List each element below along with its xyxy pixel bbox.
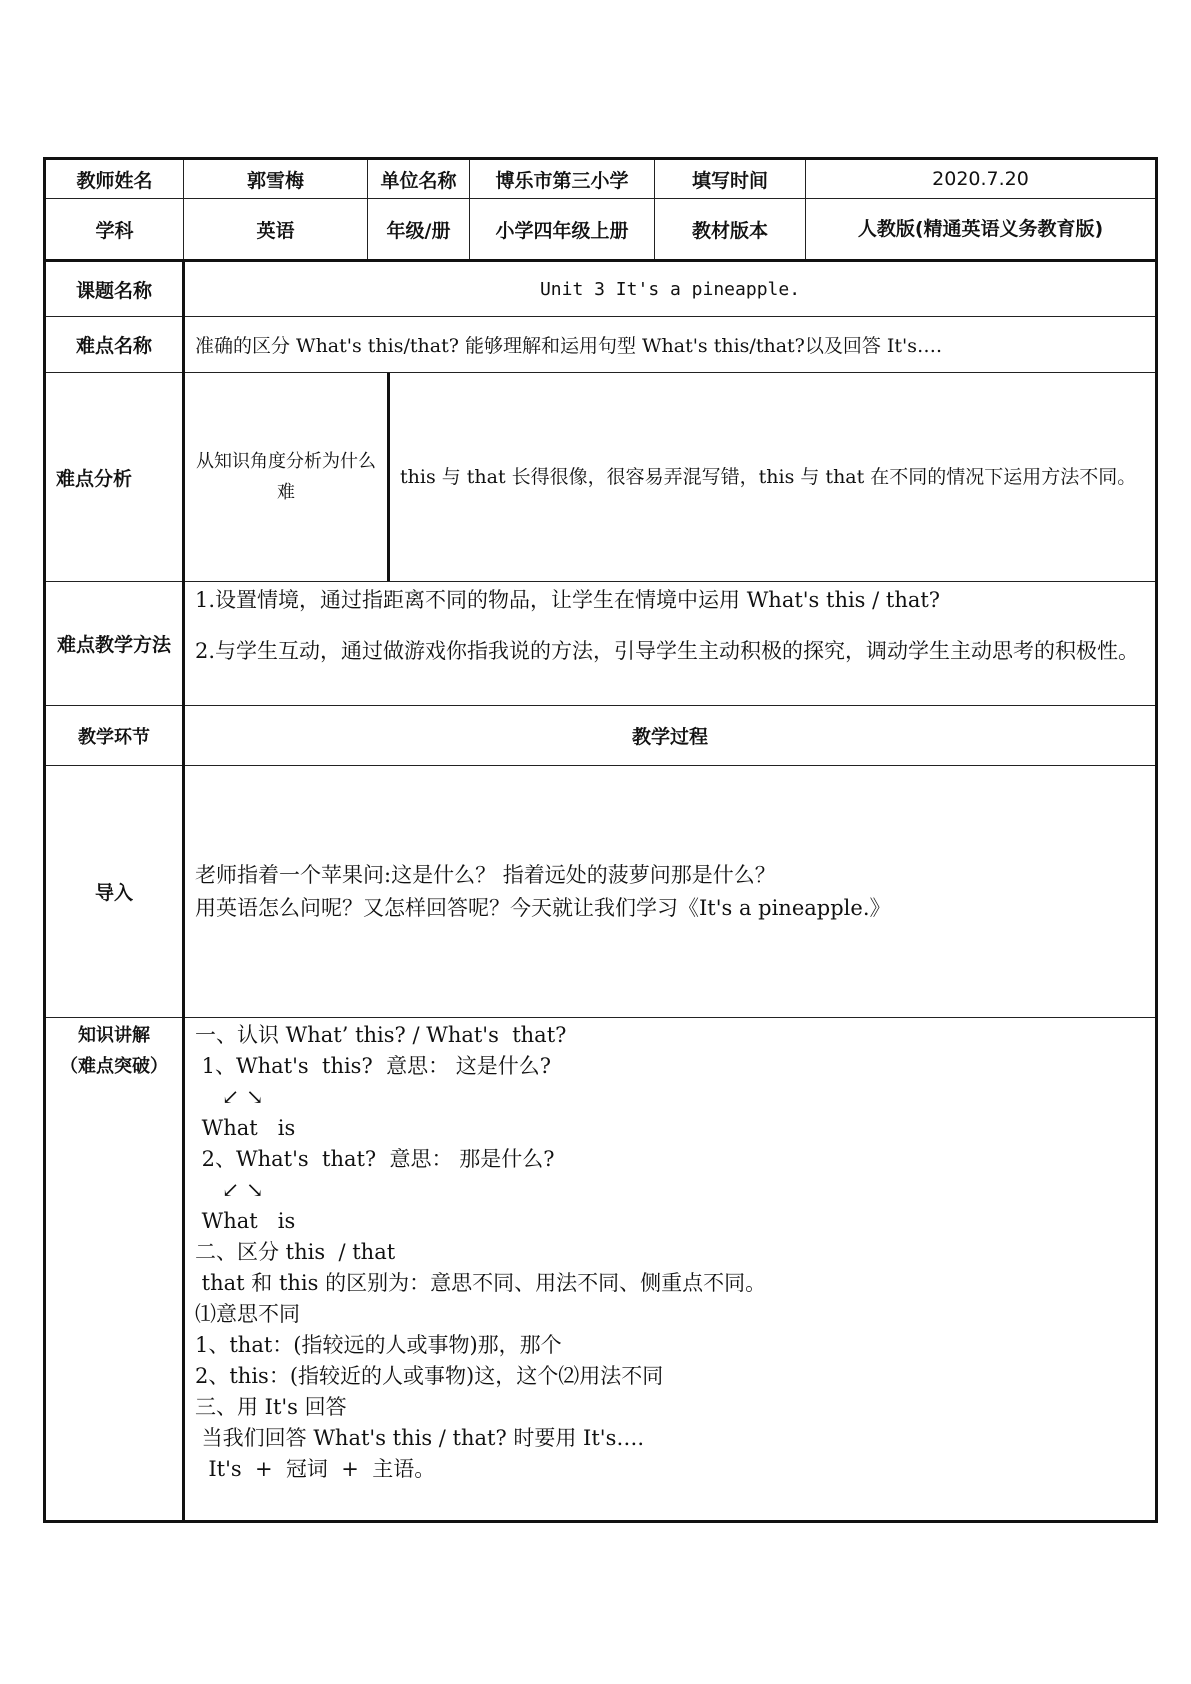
topic-label: 课题名称 — [45, 261, 184, 317]
date-label: 填写时间 — [655, 159, 806, 199]
knowledge-line: It's + 冠词 + 主语。 — [195, 1457, 436, 1481]
date-value: 2020.7.20 — [806, 159, 1157, 199]
teacher-value: 郭雪梅 — [184, 159, 368, 199]
stage-label: 教学环节 — [45, 706, 184, 766]
grade-value: 小学四年级上册 — [470, 199, 655, 261]
knowledge-line: ↙ ↘ — [195, 1178, 264, 1202]
intro-row — [45, 766, 1157, 1018]
difficulty-value: 准确的区分 What's this/that? 能够理解和运用句型 What's this/that?以及回答 It's…. — [184, 317, 1157, 373]
lesson-plan-table — [43, 157, 1158, 1523]
knowledge-line: 2、What's that? 意思： 那是什么? — [195, 1147, 555, 1171]
teacher-label: 教师姓名 — [45, 159, 184, 199]
teacher-row — [45, 159, 1157, 199]
topic-value: Unit 3 It's a pineapple. — [184, 261, 1157, 317]
intro-line-1: 老师指着一个苹果问:这是什么？ 指着远处的菠萝问那是什么？ — [195, 862, 776, 887]
topic-row — [45, 261, 1157, 317]
knowledge-row — [45, 1018, 1157, 1522]
unit-label: 单位名称 — [368, 159, 470, 199]
knowledge-line: 一、认识 What’ this? / What's that? — [195, 1023, 567, 1047]
knowledge-line: 二、区分 this / that — [195, 1240, 396, 1264]
intro-label: 导入 — [45, 766, 184, 1018]
knowledge-line: 1、that：(指较远的人或事物)那，那个 — [195, 1333, 562, 1357]
process-label: 教学过程 — [184, 706, 1157, 766]
difficulty-label: 难点名称 — [45, 317, 184, 373]
subject-row — [45, 199, 1157, 261]
knowledge-line: 1、What's this? 意思： 这是什么? — [195, 1054, 552, 1078]
analysis-subtitle: 从知识角度分析为什么难 — [196, 451, 376, 503]
knowledge-line: that 和 this 的区别为：意思不同、用法不同、侧重点不同。 — [195, 1271, 767, 1295]
edition-value: 人教版(精通英语义务教育版) — [806, 199, 1157, 261]
knowledge-line: 当我们回答 What's this / that? 时要用 It's…. — [195, 1426, 645, 1450]
knowledge-line: 三、用 It's 回答 — [195, 1395, 347, 1419]
knowledge-line: 2、this：(指较近的人或事物)这，这个⑵用法不同 — [195, 1364, 664, 1388]
subject-label: 学科 — [45, 199, 184, 261]
method-item-1: 1.设置情境，通过指距离不同的物品，让学生在情境中运用 What's this / that? — [195, 588, 941, 612]
knowledge-label: 知识讲解 — [78, 1025, 150, 1046]
method-item-2: 2.与学生互动，通过做游戏你指我说的方法，引导学生主动积极的探究，调动学生主动思考的积极性。 — [195, 639, 1140, 663]
analysis-text: this 与 that 长得很像，很容易弄混写错，this 与 that 在不同的情况下运用方法不同。 — [387, 373, 1155, 581]
lesson-plan-page — [43, 157, 1155, 1523]
knowledge-line: ⑴意思不同 — [195, 1302, 300, 1326]
unit-value: 博乐市第三小学 — [470, 159, 655, 199]
subject-value: 英语 — [184, 199, 368, 261]
knowledge-content — [185, 1018, 1155, 1485]
method-label: 难点教学方法 — [45, 582, 184, 706]
method-row — [45, 582, 1157, 706]
edition-label: 教材版本 — [655, 199, 806, 261]
grade-label: 年级/册 — [368, 199, 470, 261]
process-header-row — [45, 706, 1157, 766]
knowledge-line: What is — [195, 1116, 296, 1140]
knowledge-line: ↙ ↘ — [195, 1085, 264, 1109]
difficulty-row — [45, 317, 1157, 373]
intro-line-2: 用英语怎么问呢？又怎样回答呢？今天就让我们学习《It's a pineapple.》 — [195, 895, 891, 920]
analysis-row — [45, 373, 1157, 582]
analysis-label: 难点分析 — [45, 373, 184, 582]
knowledge-line: What is — [195, 1209, 296, 1233]
knowledge-sublabel: （难点突破） — [60, 1056, 168, 1077]
